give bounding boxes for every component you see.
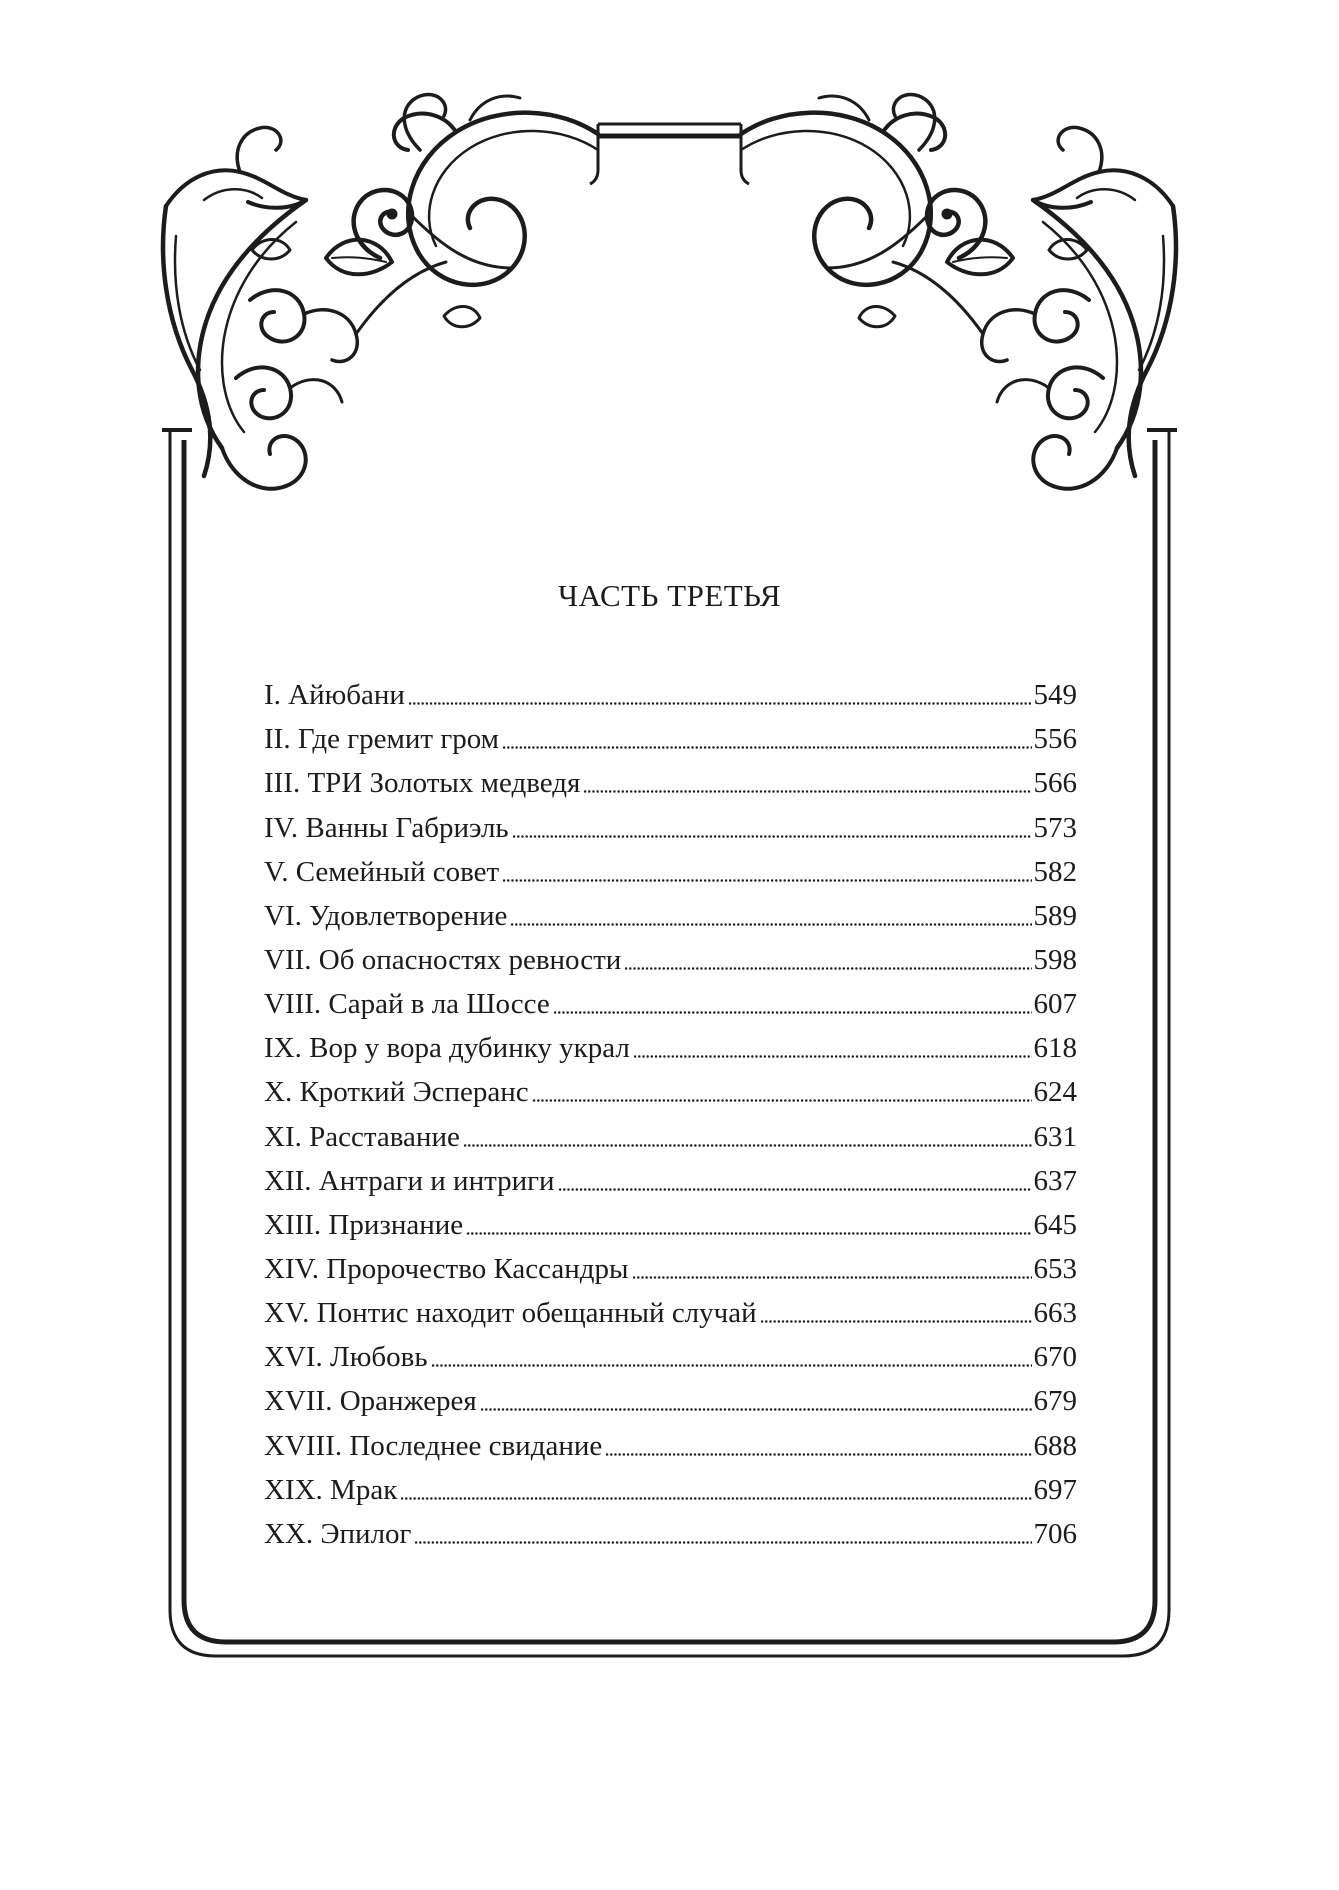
toc-entry-page: 688 xyxy=(1033,1429,1077,1462)
toc-entry-title: XIX. Мрак xyxy=(264,1473,398,1506)
toc-entry-page: 645 xyxy=(1033,1208,1077,1241)
toc-entry-title: XI. Расставание xyxy=(264,1120,460,1153)
part-title: ЧАСТЬ ТРЕТЬЯ xyxy=(557,578,782,613)
toc-entry[interactable] xyxy=(264,1286,1077,1330)
toc-entry-page: 679 xyxy=(1033,1385,1077,1418)
toc-dot-leader xyxy=(558,1188,1032,1191)
toc-entry-page: 624 xyxy=(1033,1076,1077,1109)
toc-entry[interactable] xyxy=(264,889,1077,933)
toc-entry[interactable] xyxy=(264,1065,1077,1109)
toc-entry[interactable] xyxy=(264,977,1077,1021)
toc-dot-leader xyxy=(532,1099,1032,1102)
toc-entry-title: III. ТРИ Золотых медведя xyxy=(264,767,581,800)
toc-entry-page: 637 xyxy=(1033,1164,1077,1197)
toc-dot-leader xyxy=(463,1144,1032,1147)
toc-dot-leader xyxy=(760,1320,1032,1323)
toc-entry[interactable] xyxy=(264,756,1077,800)
toc-entry-title: XII. Антраги и интриги xyxy=(264,1164,555,1197)
toc-dot-leader xyxy=(632,1276,1032,1279)
toc-entry-title: I. Айюбани xyxy=(264,679,405,712)
toc-dot-leader xyxy=(480,1408,1032,1411)
toc-entry-page: 556 xyxy=(1033,723,1077,756)
toc-entry[interactable] xyxy=(264,1021,1077,1065)
toc-entry[interactable] xyxy=(264,1242,1077,1286)
toc-dot-leader xyxy=(605,1453,1031,1456)
toc-dot-leader xyxy=(502,879,1031,882)
toc-entry-page: 607 xyxy=(1033,988,1077,1021)
toc-entry-title: VIII. Сарай в ла Шоссе xyxy=(264,988,550,1021)
toc-dot-leader xyxy=(466,1232,1031,1235)
toc-entry[interactable] xyxy=(264,845,1077,889)
toc-dot-leader xyxy=(510,923,1031,926)
toc-entry-title: XVII. Оранжерея xyxy=(264,1385,477,1418)
toc-dot-leader xyxy=(583,790,1031,793)
toc-dot-leader xyxy=(431,1364,1032,1367)
left-corner-ornament-icon xyxy=(163,95,598,489)
toc-entry-page: 566 xyxy=(1033,767,1077,800)
toc-entry-page: 598 xyxy=(1033,943,1077,976)
toc-entry-page: 697 xyxy=(1033,1473,1077,1506)
toc-entry-page: 573 xyxy=(1033,811,1077,844)
toc-entry-page: 706 xyxy=(1033,1517,1077,1550)
toc-entry[interactable] xyxy=(264,1418,1077,1462)
toc-entry[interactable] xyxy=(264,1507,1077,1551)
toc-entry-page: 663 xyxy=(1033,1297,1077,1330)
toc-entry-title: IV. Ванны Габриэль xyxy=(264,811,509,844)
toc-entry[interactable] xyxy=(264,1154,1077,1198)
toc-entry-page: 631 xyxy=(1033,1120,1077,1153)
toc-entry-title: V. Семейный совет xyxy=(264,855,500,888)
toc-entry-page: 670 xyxy=(1033,1341,1077,1374)
table-of-contents xyxy=(264,668,1077,1551)
toc-entry-page: 549 xyxy=(1033,679,1077,712)
right-corner-ornament-icon xyxy=(741,95,1176,489)
toc-dot-leader xyxy=(408,702,1032,705)
toc-entry-title: XV. Понтис находит обещанный случай xyxy=(264,1297,757,1330)
toc-entry[interactable] xyxy=(264,1463,1077,1507)
toc-dot-leader xyxy=(624,967,1031,970)
toc-entry[interactable] xyxy=(264,1374,1077,1418)
toc-entry-title: XVI. Любовь xyxy=(264,1341,428,1374)
toc-entry-title: XIII. Признание xyxy=(264,1208,464,1241)
toc-entry-title: II. Где гремит гром xyxy=(264,723,500,756)
toc-dot-leader xyxy=(633,1055,1032,1058)
toc-dot-leader xyxy=(414,1541,1031,1544)
toc-entry-title: XVIII. Последнее свидание xyxy=(264,1429,603,1462)
toc-entry-title: IX. Вор у вора дубинку украл xyxy=(264,1032,630,1065)
toc-entry-title: XIV. Пророчество Кассандры xyxy=(264,1252,629,1285)
toc-entry[interactable] xyxy=(264,712,1077,756)
toc-entry-page: 653 xyxy=(1033,1252,1077,1285)
toc-dot-leader xyxy=(512,835,1032,838)
toc-entry-title: XX. Эпилог xyxy=(264,1517,412,1550)
toc-entry-page: 582 xyxy=(1033,855,1077,888)
toc-entry-page: 618 xyxy=(1033,1032,1077,1065)
toc-entry-page: 589 xyxy=(1033,899,1077,932)
toc-entry[interactable] xyxy=(264,800,1077,844)
toc-entry[interactable] xyxy=(264,1198,1077,1242)
toc-dot-leader xyxy=(553,1011,1032,1014)
toc-entry[interactable] xyxy=(264,668,1077,712)
toc-entry-title: X. Кроткий Эсперанс xyxy=(264,1076,529,1109)
toc-entry[interactable] xyxy=(264,1330,1077,1374)
toc-entry-title: VII. Об опасностях ревности xyxy=(264,943,622,976)
toc-dot-leader xyxy=(502,746,1031,749)
toc-entry[interactable] xyxy=(264,933,1077,977)
toc-entry-title: VI. Удовлетворение xyxy=(264,899,508,932)
toc-dot-leader xyxy=(400,1497,1031,1500)
toc-entry[interactable] xyxy=(264,1109,1077,1153)
